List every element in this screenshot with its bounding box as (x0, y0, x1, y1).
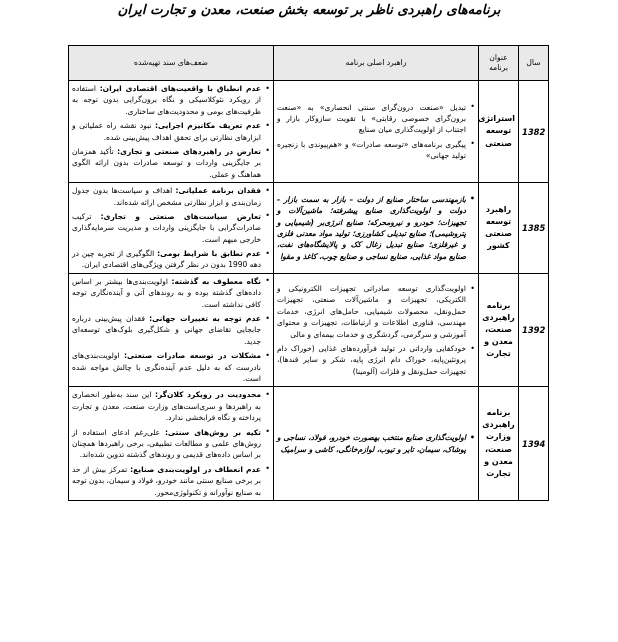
weakness-bullet-lead: نگاه معطوف به گذشته: (171, 276, 261, 286)
strategy-bullet-list (277, 102, 475, 162)
strategy-bullet-item: • پیگیری برنامه‌های «توسعه صادرات» و «هم‌پیوندی با زنجیره تولید جهانی» (277, 139, 475, 162)
weakness-bullet-list (72, 83, 270, 180)
weakness-bullet-item (72, 83, 270, 117)
weakness-bullet-lead: عدم انطباق با واقعیت‌های اقتصادی ایران: (99, 84, 261, 93)
weakness-bullet-body: اهداف و سیاست‌ها بدون جدول زمان‌بندی و ابزار نظارتی مشخص ارائه شده‌اند. (72, 186, 261, 207)
weakness-bullet-lead: تعارض در راهبردهای صنعتی و تجاری: (117, 146, 261, 156)
strategy-bullet-item: • خودکفایی وارداتی در تولید فرآورده‌های غذایی (خوراک دام پروتئین‌پایه، خوراک دام انرژی پایه، شکر و سایر قندها)، تجهیزات حمل‌ونقل و فلزات (آلومینا) (277, 343, 475, 377)
table-row (69, 387, 549, 501)
cell-year: 1382 (519, 81, 549, 183)
column-header-main-strategy: راهبرد اصلی برنامه (274, 46, 479, 81)
weakness-bullet-item (72, 276, 270, 310)
weakness-bullet-lead: محدودیت در رویکرد کلان‌گر: (155, 390, 261, 400)
cell-main-strategy (274, 387, 479, 501)
weakness-bullet-lead: مشکلات در توسعه صادرات صنعتی: (124, 351, 261, 361)
weakness-bullet-body: علی‌رغم ادعای استفاده از روش‌های علمی و مطالعات تطبیقی، برخی راهبردها همچنان بر اساس داده‌های قدیمی و روندهای گذشته تدوین شده‌اند. (72, 427, 261, 460)
column-header-weaknesses: ضعف‌های سند تهیه‌شده (69, 46, 274, 81)
cell-year: 1394 (519, 387, 549, 501)
cell-main-strategy (274, 183, 479, 274)
column-header-program-title: عنوان برنامه (479, 46, 519, 81)
strategy-bullet-list (277, 194, 475, 262)
strategic-programs-table-wrapper (69, 45, 549, 501)
table-header-row (69, 46, 549, 81)
weakness-bullet-item (72, 389, 270, 423)
weakness-bullet-lead: تکیه بر روش‌های سنتی: (165, 427, 261, 437)
strategy-bullet-item: • اولویت‌گذاری صنایع منتخب بهصورت خودرو، فولاد، نساجی و پوشاک، سیمان، تایر و تیوب، لوازم‌خانگی، کاشی و سرامیک (277, 432, 475, 455)
weakness-bullet-list (72, 276, 270, 385)
table-header (69, 46, 549, 81)
weakness-bullet-item (72, 350, 270, 384)
weakness-bullet-item (72, 146, 270, 180)
cell-program-title: برنامه راهبردی صنعت، معدن و تجارت (479, 273, 519, 387)
table-row (69, 273, 549, 387)
weakness-bullet-list (72, 185, 270, 271)
weakness-bullet-lead: عدم تطابق با شرایط بومی: (157, 249, 261, 259)
weakness-bullet-item (72, 120, 270, 143)
weakness-bullet-body: تمرکز بیش از حد بر برخی صنایع سنتی مانند خودرو، فولاد و سیمان، بدون توجه به صنایع نوآورانه و تکنولوژی‌محور. (72, 464, 261, 497)
weakness-bullet-lead: تعارض سیاست‌های صنعتی و تجاری: (100, 211, 261, 221)
weakness-bullet-body: نبود نقشه راه عملیاتی و ابزارهای نظارتی برای تحقق اهداف پیش‌بینی شده. (72, 121, 261, 142)
cell-main-strategy (274, 81, 479, 183)
strategic-programs-table (68, 45, 549, 501)
cell-weaknesses (69, 81, 274, 183)
strategy-bullet-item: • بازمهندسی ساختار صنایع از دولت – بازار به سمت بازار - دولت و اولویت‌گذاری صنایع پیشرفته؛ ماشین‌آلات و تجهیزات؛ خودرو و نیرومحرکه؛ صنایع انرژی‌بر (شیمیایی و پتروشیمی)؛ صنایع تبدیلی کشاورزی؛ تولید مواد معدنی فلزی و غیرفلزی؛ صنایع تبدیل زغال کک و پالایشگاه‌های نفت، صنایع مواد غذایی، صنایع نساجی و صنایع چوب، کاغذ و مقوا (277, 194, 475, 262)
weakness-bullet-item (72, 464, 270, 498)
page-root (0, 2, 618, 642)
strategy-bullet-list (277, 283, 475, 377)
weakness-bullet-lead: عدم انعطاف در اولویت‌بندی صنایع: (130, 464, 262, 474)
cell-main-strategy (274, 273, 479, 387)
weakness-bullet-item (72, 211, 270, 245)
table-row (69, 81, 549, 183)
weakness-bullet-body: تأکید همزمان بر جایگزینی واردات و توسعه صادرات بدون ارائه الگوی هماهنگ و عملی. (72, 146, 261, 179)
weakness-bullet-item (72, 185, 270, 208)
weakness-bullet-body: اولویت‌بندی‌های نادرست که به دلیل عدم آینده‌نگری با چالش مواجه شده است. (72, 351, 261, 383)
weakness-bullet-item (72, 427, 270, 461)
weakness-bullet-lead: عدم تعریف مکانیزم اجرایی: (154, 121, 261, 131)
table-row (69, 183, 549, 274)
cell-program-title: استراتژی توسعه صنعتی (479, 81, 519, 183)
weakness-bullet-body: این سند به‌طور انحصاری به راهبردها و سری‌است‌های وزارت صنعت، معدن و تجارت پرداخته و نگاه فرابخشی ندارد. (72, 390, 261, 423)
weakness-bullet-body: الگوگیری از تجربه چین در دهه 1990 بدون در نظر گرفتن ویژگی‌های اقتصادی ایران. (72, 249, 261, 270)
strategy-bullet-item: • تبدیل «صنعت درون‌گرای سنتی انحصاری» به «صنعت برون‌گرای خصوصی رقابتی» با تقویت سازوکار بازار و اجتناب از اولویت‌گذاری میان صنایع (277, 102, 475, 136)
cell-weaknesses (69, 183, 274, 274)
strategy-bullet-item: • اولویت‌گذاری توسعه صادراتی تجهیزات الکترونیکی و الکتریکی، تجهیزات و ماشین‌آلات صنعتی، تجهیزات حمل‌ونقل، محصولات شیمیایی، حامل‌های انرژی، خدمات مهندسی، فناوری اطلاعات و ارتباطات، تجهیزات و محتوای آموزشی و سرگرمی، گردشگری و خدمات بیمه‌ای و مالی (277, 283, 475, 340)
weakness-bullet-body: فقدان پیش‌بینی درباره جابجایی تقاضای جهانی و شکل‌گیری بلوک‌های توسعه‌ای جدید. (72, 314, 261, 346)
weakness-bullet-item (72, 248, 270, 271)
cell-program-title: برنامه راهبردی وزارت صنعت، معدن و تجارت (479, 387, 519, 501)
weakness-bullet-body: ترکیب صادرات‌گرایی با جایگزینی واردات و مدیریت سرمایه‌گذاری خارجی مبهم است. (72, 211, 261, 244)
cell-program-title: راهبرد توسعه صنعتی کشور (479, 183, 519, 274)
cell-weaknesses (69, 387, 274, 501)
strategy-bullet-list (277, 432, 475, 455)
table-body (69, 81, 549, 501)
cell-weaknesses (69, 273, 274, 387)
weakness-bullet-item (72, 313, 270, 347)
column-header-year: سال (519, 46, 549, 81)
weakness-bullet-lead: فقدان برنامه عملیاتی: (175, 186, 261, 196)
weakness-bullet-body: استفاده از رویکرد نئوکلاسیکی و نگاه برون‌گرایی بدون توجه به ظرفیت‌های بومی و محدودیت‌های ساختاری. (72, 84, 261, 116)
cell-year: 1392 (519, 273, 549, 387)
page-title: برنامه‌های راهبردی ناظر بر توسعه بخش صنعت، معدن و تجارت ایران (117, 3, 501, 18)
cell-year: 1385 (519, 183, 549, 274)
weakness-bullet-lead: عدم توجه به تغییرات جهانی: (149, 314, 261, 324)
weakness-bullet-list (72, 389, 270, 498)
weakness-bullet-body: اولویت‌بندی‌ها بیشتر بر اساس داده‌های گذشته بوده و به روندهای آتی و آینده‌نگاری توجه کافی نداشته است. (72, 276, 261, 309)
